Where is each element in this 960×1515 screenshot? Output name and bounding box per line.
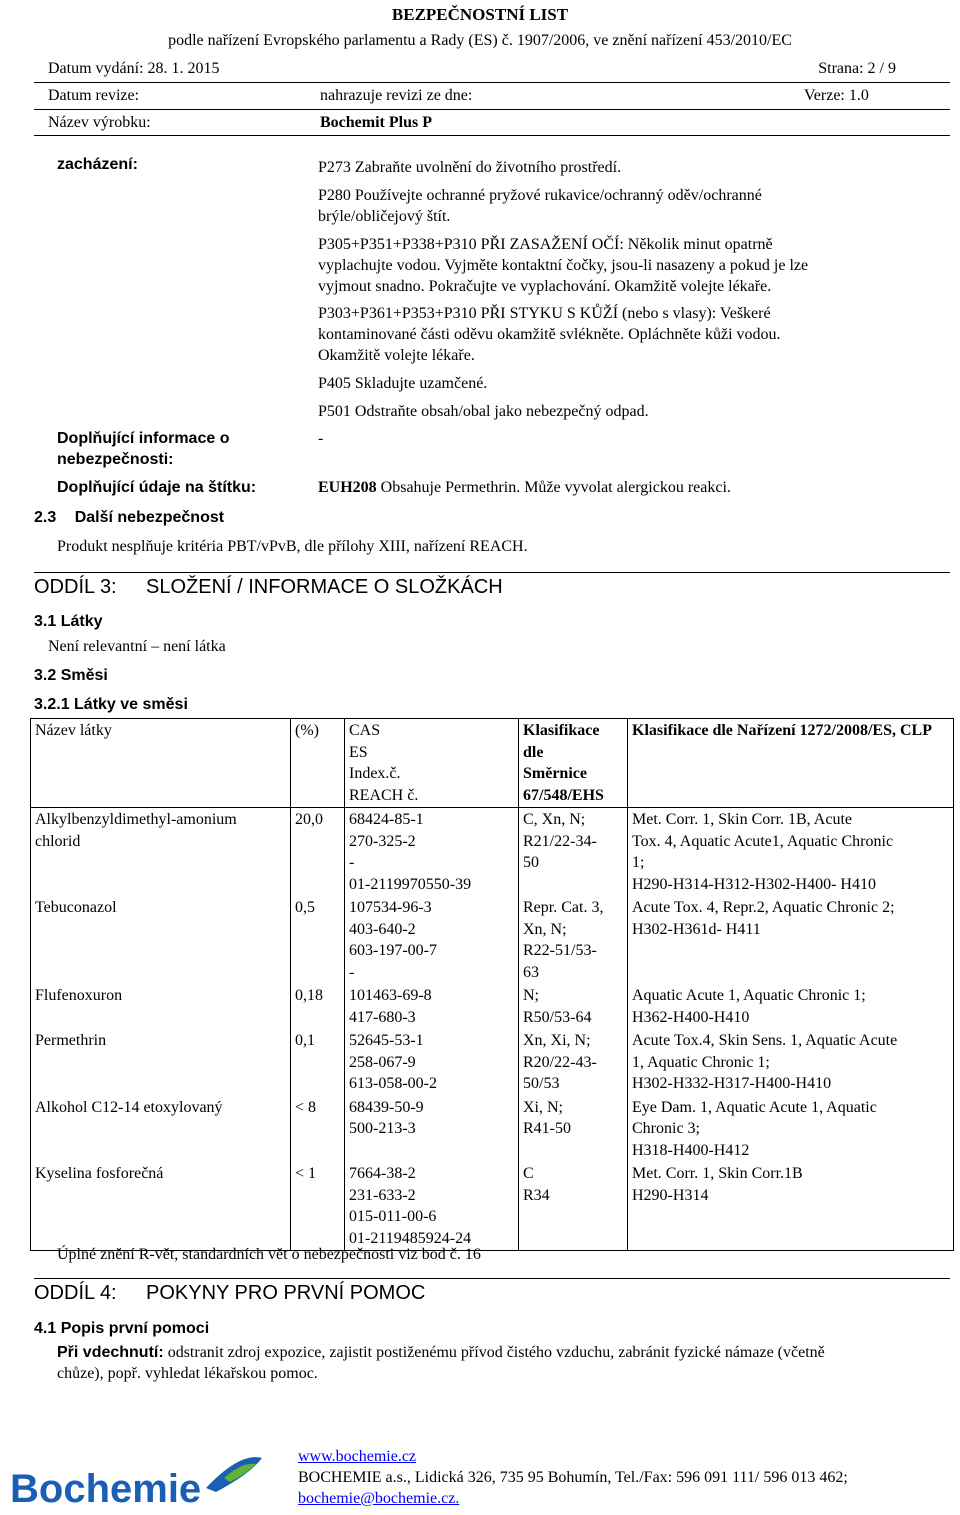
cell-ids: 101463-69-8 417-680-3 <box>345 984 519 1029</box>
extra-hazard-value: - <box>318 430 324 447</box>
cell-ids: 107534-96-3 403-640-2 603-197-00-7 - <box>345 896 519 984</box>
cell-clp: Eye Dam. 1, Aquatic Acute 1, Aquatic Chronic 3; H318-H400-H412 <box>628 1096 954 1163</box>
issue-date: Datum vydání: 28. 1. 2015 <box>48 60 220 77</box>
header-ids-cas: CAS <box>349 722 381 739</box>
cell-clp: Acute Tox.4, Skin Sens. 1, Aquatic Acute 1, Aquatic Chronic 1; H302-H332-H317-H400-H410 <box>628 1029 954 1096</box>
section-4-heading <box>34 1278 950 1307</box>
revision-date-label: Datum revize: <box>48 87 140 104</box>
extra-label-value: EUH208 Obsahuje Permethrin. Může vyvolat alergickou reakci. <box>318 479 731 496</box>
cell-name: Flufenoxuron <box>31 984 291 1029</box>
section-3-title: SLOŽENÍ / INFORMACE O SLOŽKÁCH <box>146 576 503 598</box>
cell-pct: 0,5 <box>291 896 345 984</box>
cell-dir: C, Xn, N; R21/22-34- 50 <box>519 808 628 897</box>
section-3-2-1-label: 3.2.1 Látky ve směsi <box>34 696 188 713</box>
precautionary-statement-line: Okamžitě volejte lékaře. <box>318 347 475 364</box>
precautionary-statement-line: kontaminované části oděvu okamžitě svlékněte. Opláchněte kůži vodou. <box>318 326 781 343</box>
cell-dir: C R34 <box>519 1162 628 1251</box>
cell-clp: Aquatic Acute 1, Aquatic Chronic 1; H362-H400-H410 <box>628 984 954 1029</box>
cell-clp: Met. Corr. 1, Skin Corr.1B H290-H314 <box>628 1162 954 1251</box>
section-3-heading <box>34 572 950 601</box>
footer-email-link[interactable]: bochemie@bochemie.cz. <box>298 1490 460 1507</box>
header-row-issue <box>34 56 950 83</box>
table-row <box>31 1096 954 1163</box>
header-dir-l1: Klasifikace <box>523 722 600 739</box>
document-subtitle: podle nařízení Evropského parlamentu a Rady (ES) č. 1907/2006, ve znění nařízení 453/2010/EC <box>168 32 792 49</box>
handling-label: zacházení: <box>57 156 138 173</box>
section-3-1-text: Není relevantní – není látka <box>48 638 226 655</box>
document-title: BEZPEČNOSTNÍ LIST <box>391 5 569 24</box>
header-dir-l4: 67/548/EHS <box>523 786 604 804</box>
version: Verze: 1.0 <box>804 87 869 104</box>
footer-address: BOCHEMIE a.s., Lidická 326, 735 95 Bohumín, Tel./Fax: 596 091 111/ 596 013 462; <box>298 1469 848 1486</box>
replaces-label: nahrazuje revizi ze dne: <box>320 87 473 104</box>
inhalation-text-line2: chůze), popř. vyhledat lékařskou pomoc. <box>57 1365 318 1382</box>
cell-ids: 52645-53-1 258-067-9 613-058-00-2 <box>345 1029 519 1096</box>
inhalation-text <box>57 1342 947 1384</box>
table-row <box>31 1029 954 1096</box>
precautionary-statement-line: P405 Skladujte uzamčené. <box>318 375 488 392</box>
header-dir-l3: Směrnice <box>523 765 587 782</box>
precautionary-statement-line: vyjmout snadno. Pokračujte ve vyplachování. Okamžitě volejte lékaře. <box>318 278 772 295</box>
inhalation-label: Při vdechnutí: <box>57 1344 164 1361</box>
cell-name: Tebuconazol <box>31 896 291 984</box>
section-4-title: POKYNY PRO PRVNÍ POMOC <box>146 1282 426 1304</box>
cell-name: Alkylbenzyldimethyl-amonium chlorid <box>31 808 291 897</box>
precautionary-statement-line: vyplachujte vodou. Vyjměte kontaktní čočky, jsou-li nasazeny a pokud je lze <box>318 257 809 274</box>
table-row <box>31 984 954 1029</box>
precautionary-statement-line: P305+P351+P338+P310 PŘI ZASAŽENÍ OČÍ: Několik minut opatrně <box>318 236 773 253</box>
cell-dir: Repr. Cat. 3, Xn, N; R22-51/53- 63 <box>519 896 628 984</box>
logo-text: Bochemie <box>10 1467 202 1508</box>
page-number: Strana: 2 / 9 <box>818 60 896 77</box>
section-2-3-text: Produkt nesplňuje kritéria PBT/vPvB, dle přílohy XIII, nařízení REACH. <box>57 538 528 555</box>
section-2-3-title: Další nebezpečnost <box>74 509 225 526</box>
cell-pct: 20,0 <box>291 808 345 897</box>
section-4-1-label: 4.1 Popis první pomoci <box>34 1320 210 1337</box>
precautionary-statement-line: P280 Používejte ochranné pryžové rukavice/ochranný oděv/ochranné <box>318 187 762 204</box>
precautionary-statement-line: P501 Odstraňte obsah/obal jako nebezpečný odpad. <box>318 403 649 420</box>
cell-name: Alkohol C12-14 etoxylovaný <box>31 1096 291 1163</box>
cell-ids: 68439-50-9 500-213-3 <box>345 1096 519 1163</box>
cell-pct: < 8 <box>291 1096 345 1163</box>
cell-pct: < 1 <box>291 1162 345 1251</box>
cell-pct: 0,1 <box>291 1029 345 1096</box>
section-3-1-label: 3.1 Látky <box>34 613 103 630</box>
cell-clp: Met. Corr. 1, Skin Corr. 1B, Acute Tox. 4, Aquatic Acute1, Aquatic Chronic 1; H290-H314-H312-H302-H400- H410 <box>628 808 954 897</box>
extra-label-label: Doplňující údaje na štítku: <box>57 479 257 496</box>
header-ids-index: Index.č. <box>349 765 401 782</box>
table-row <box>31 1162 954 1251</box>
cell-name: Kyselina fosforečná <box>31 1162 291 1251</box>
cell-clp: Acute Tox. 4, Repr.2, Aquatic Chronic 2; H302-H361d- H411 <box>628 896 954 984</box>
cell-dir: Xn, Xi, N; R20/22-43- 50/53 <box>519 1029 628 1096</box>
cell-dir: N; R50/53-64 <box>519 984 628 1029</box>
section-3-2-label: 3.2 Směsi <box>34 667 108 684</box>
section-2-3-heading <box>34 507 224 528</box>
section-3-number: ODDÍL 3: <box>34 576 117 598</box>
cell-name: Permethrin <box>31 1029 291 1096</box>
extra-hazard-label-line1: Doplňující informace o <box>57 430 230 447</box>
footer-web-link[interactable]: www.bochemie.cz <box>298 1448 417 1465</box>
header-row-product <box>34 110 950 136</box>
product-name: Bochemit Plus P <box>320 114 432 131</box>
cell-pct: 0,18 <box>291 984 345 1029</box>
header-name: Název látky <box>31 719 291 808</box>
inhalation-text-line1: odstranit zdroj expozice, zajistit postiženému přívod čistého vzduchu, zabránit fyzické námaze (včetně <box>163 1344 825 1361</box>
table-row <box>31 896 954 984</box>
section-2-3-number: 2.3 <box>34 509 57 526</box>
extra-hazard-label-line2: nebezpečnosti: <box>57 451 174 468</box>
cell-ids: 68424-85-1 270-325-2 - 01-2119970550-39 <box>345 808 519 897</box>
header-clp: Klasifikace dle Nařízení 1272/2008/ES, CLP <box>628 719 954 808</box>
cell-dir: Xi, N; R41-50 <box>519 1096 628 1163</box>
table-header-row <box>31 719 954 808</box>
precautionary-statement-line: brýle/obličejový štít. <box>318 208 451 225</box>
composition-table <box>30 718 954 1251</box>
r-phrases-note: Úplné znění R-vět, standardních vět o nebezpečnosti viz bod č. 16 <box>57 1246 481 1263</box>
header-ids-es: ES <box>349 743 368 761</box>
table-row <box>31 808 954 897</box>
extra-hazard-label <box>57 428 229 470</box>
header-pct: (%) <box>291 719 345 808</box>
section-4-number: ODDÍL 4: <box>34 1282 117 1304</box>
precautionary-statement-line: P303+P361+P353+P310 PŘI STYKU S KŮŽÍ (nebo s vlasy): Veškeré <box>318 305 771 322</box>
precautionary-statement-line: P273 Zabraňte uvolnění do životního prostředí. <box>318 159 622 176</box>
header-dir-l2: dle <box>523 743 544 761</box>
header-row-revision <box>34 83 950 110</box>
bochemie-logo <box>10 1448 270 1508</box>
product-label: Název výrobku: <box>48 114 151 131</box>
header-ids <box>345 719 519 808</box>
header-dir <box>519 719 628 808</box>
cell-ids: 7664-38-2 231-633-2 015-011-00-6 01-2119485924-24 <box>345 1162 519 1251</box>
header-ids-reach: REACH č. <box>349 786 419 804</box>
